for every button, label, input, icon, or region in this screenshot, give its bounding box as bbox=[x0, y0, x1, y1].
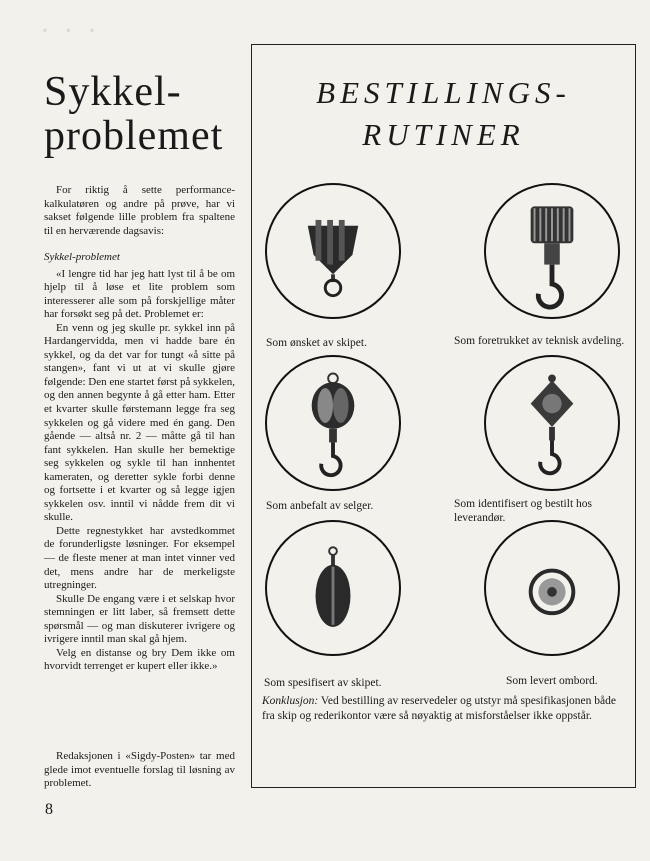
paragraph-1: «I lengre tid har jeg hatt lyst til å be om hjelp til å løse et lite problem som interesserer alle som på forskjellige måter har forsøkt seg på det. Problemet er: bbox=[44, 267, 235, 321]
paragraph-3: Dette regnestykket har avstedkommet de forunderligste løsninger. For eksempel — de fleste mener at man intet vinner ved det, mens andre har de merkeligste utregninger. bbox=[44, 524, 235, 592]
paragraph-4: Skulle De engang være i et selskap hvor stemningen er litt laber, så fremsett dette spørsmål — og man diskuterer ivrigere og ivrigere inntil man skal gå hjem. bbox=[44, 592, 235, 646]
single-block-hook-icon bbox=[484, 355, 620, 491]
small-pulley-wheel-icon bbox=[484, 520, 620, 656]
page-title: Sykkel- problemet bbox=[44, 69, 224, 159]
conclusion-label: Konklusjon: bbox=[262, 695, 319, 707]
oval-block-icon bbox=[265, 520, 401, 656]
closing-text: Redaksjonen i «Sigdy-Posten» tar med glede imot eventuelle forslag til løsning av problemet. bbox=[44, 750, 235, 790]
article-body bbox=[44, 251, 235, 674]
subheading: Sykkel-problemet bbox=[44, 251, 120, 263]
page-number: 8 bbox=[45, 801, 53, 818]
caption-1: Som ønsket av skipet. bbox=[266, 337, 367, 349]
paragraph-5: Velg en distanse og bry Dem ikke om hvorvidt terrenget er kupert eller ikke.» bbox=[44, 646, 235, 673]
caption-3: Som anbefalt av selger. bbox=[266, 500, 374, 512]
ordering-routines-box bbox=[251, 44, 636, 788]
conclusion-text: Ved bestilling av reservedeler og utstyr må spesifikasjonen både fra skip og rederikontor være så nøyaktig at misforståelser ikke oppstår. bbox=[262, 695, 616, 722]
double-pulley-hook-icon bbox=[265, 355, 401, 491]
conclusion bbox=[262, 694, 630, 723]
intro-text: For riktig å sette performance-kalkulatøren og andre på prøve, har vi sakset følgende lille problem fra spaltene til en herværende dagsavis: bbox=[44, 184, 235, 237]
caption-6: Som levert ombord. bbox=[506, 675, 598, 687]
intro-paragraph bbox=[44, 184, 235, 238]
header-bleed: · · · bbox=[40, 14, 100, 44]
multi-sheave-block-hook-icon bbox=[484, 183, 620, 319]
caption-4: Som identifisert og bestilt hos leverandør. bbox=[454, 498, 592, 524]
triple-pulley-block-icon bbox=[265, 183, 401, 319]
paragraph-2: En venn og jeg skulle pr. sykkel inn på Hardangervidda, men vi hadde bare én sykkel, og da det var for tungt «å sitte på stangen», fant vi ut at vi skulle gjøre følgende: Den ene startet først på sykkelen, og den annen begynte å gå etter ham. Etter et kvarter skulle førstemann legge fra seg sykkelen og gå videre med én gang. Den gående — altså nr. 2 — måtte gå til han fant sykkelen. Han skulle her bemektige seg sykkelen og sykle til han innhentet kameraten, og deretter sykle forbi denne og fortsette i et kvarter og så legge igjen sykkelen osv. inntil vi nådde frem dit vi skulle. bbox=[44, 321, 235, 524]
caption-2: Som foretrukket av teknisk avdeling. bbox=[454, 335, 625, 347]
closing-paragraph bbox=[44, 750, 235, 791]
box-title-line-1: BESTILLINGS- bbox=[316, 75, 571, 110]
box-title-line-2: RUTINER bbox=[362, 117, 525, 152]
caption-5: Som spesifisert av skipet. bbox=[264, 677, 382, 689]
